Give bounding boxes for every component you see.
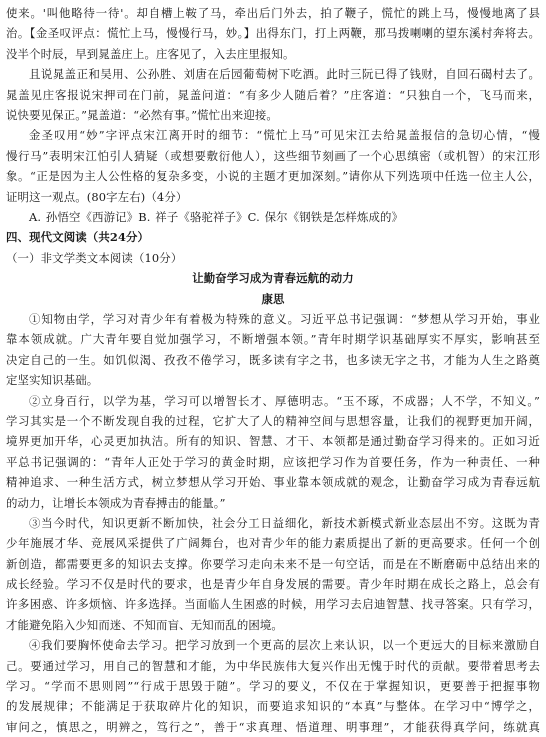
text-line: 决定自己的一生。如饥似渴、孜孜不倦学习，既多读有字之书，也多读无字之书，才能为人生之路奠	[6, 352, 540, 367]
document-page	[6, 0, 540, 734]
text-line: 且说晁盖正和吴用、公孙胜、刘唐在后园葡萄树下吃酒。此时三阮已得了钱财，自回石碣村去了。	[29, 67, 540, 82]
text-line: 许多困惑、许多烦恼、许多选择。当面临人生困惑的时候，用学习去启迪智慧、找寻答案。只有学习，	[6, 597, 540, 612]
text-line: ②立身百行，以学为基，学习可以增智长才、厚德明志。“玉不琢，不成器；人不学，不知义。”	[29, 393, 540, 408]
answer-options: A. 孙悟空《西游记》B. 祥子《骆驼祥子》C. 保尔《钢铁是怎样炼成的》	[29, 209, 404, 224]
text-line: 慢行马”表明宋江怕引人猜疑（或想要敷衍他人），这些细节刻画了一个心思缜密（或机智）的宋江形	[6, 148, 540, 163]
text-line: 学习。“学而不思则罔”“行成于思毁于随”。学习的要义，不仅在于掌握知识，更要善于把握事物	[6, 679, 540, 694]
text-line: 才能避免陷入少知而迷、不知而盲、无知而乱的困境。	[6, 617, 283, 632]
sub-heading: （一）非文学类文本阅读（10分）	[6, 250, 183, 265]
text-line: 平总书记强调的：“青年人正处于学习的黄金时期，应该把学习作为首要任务，作为一种责任、一种	[6, 454, 540, 469]
text-line: 晁盖见庄客报说宋押司在门前，晁盖问道：“有多少人随后着？”庄客道：“只独自一个，飞马而来，	[6, 87, 540, 102]
text-line: ③当今时代，知识更新不断加快，社会分工日益细化，新技术新模式新业态层出不穷。这既为青	[29, 515, 540, 530]
text-line: 没半个时辰，早到晁盖庄上。庄客见了，入去庄里报知。	[6, 46, 295, 61]
text-line: 审问之，慎思之，明辨之，笃行之”，善于“求真理、悟道理、明事理”，才能获得真学问，练就真	[6, 719, 540, 734]
text-line: 靠本领成就。广大青年要自觉加强学习，不断增强本领。”青年时期学识基础厚实不厚实，影响甚至	[6, 332, 540, 347]
text-line: 的动力，让增长本领成为青春搏击的能量。”	[6, 495, 226, 510]
text-line: 的发展规律；不能满足于获取碎片化的知识，而要追求知识的“本真”与整体。在学习中“博学之，	[6, 699, 540, 714]
text-line: ④我们要胸怀使命去学习。把学习放到一个更高的层次上来认识，以一个更远大的目标来激励自	[29, 638, 540, 653]
text-line: 证明这一观点。(80字左右)（4分）	[6, 189, 188, 204]
text-line: 新创造，都需要更多的知识去支撑。你要学习走向未来不是一句空话，而是在不断磨砺中总结出来的	[6, 556, 540, 571]
text-line: 学习其实是一个不断发现自我的过程，它扩大了人的精神空间与思想容量，让我们的视野更加开阔，	[6, 413, 540, 428]
text-line: 象。“正是因为主人公性格的复杂多变，小说的主题才更加深刻。”请你从下列选项中任选一位主人公，	[6, 169, 540, 184]
text-line: 使来。'叫他略待一待'。却自槽上鞍了马，牵出后门外去，拍了鞭子，慌忙的跳上马，慢慢地离了县	[6, 6, 540, 20]
text-line: 说快要见保正。”晁盖道：“必然有事。”慌忙出来迎接。	[6, 107, 278, 122]
article-author: 康思	[261, 291, 285, 306]
text-line: 治。【金圣叹评点：慌忙上马，慢慢行马，妙。】出得东门，打上两鞭，那马拨喇喇的望东溪村奔将去。	[6, 26, 540, 41]
text-line: ①知物由学，学习对青少年有着极为特殊的意义。习近平总书记强调：“梦想从学习开始，事业	[29, 311, 540, 326]
text-line: 己。要通过学习，用自己的智慧和才能，为中华民族伟大复兴作出无愧于时代的贡献。要带着思考去	[6, 658, 540, 673]
article-title: 让勤奋学习成为青春远航的动力	[192, 271, 354, 286]
text-line: 金圣叹用“妙”字评点宋江离开时的细节：“慌忙上马”可见宋江去给晁盖报信的急切心情，“慢	[29, 128, 540, 143]
text-line: 精神追求、一种生活方式，树立梦想从学习开始、事业靠本领成就的观念，让勤奋学习成为青春远航	[6, 475, 540, 490]
section-heading: 四、现代文阅读（共24分）	[6, 230, 150, 245]
text-line: 少年施展才华、竞展风采提供了广阔舞台，也对青少年的能力素质提出了新的更高要求。任何一个创	[6, 536, 540, 551]
text-line: 境界更加开华，心灵更加执洁。所有的知识、智慧、才干、本领都是通过勤奋学习得来的。正如习近	[6, 434, 540, 449]
text-line: 成长经验。学习不仅是时代的要求，也是青少年自身发展的需要。青少年时期在成长之路上，总会有	[6, 577, 540, 592]
text-line: 定坚实知识基础。	[6, 373, 99, 388]
